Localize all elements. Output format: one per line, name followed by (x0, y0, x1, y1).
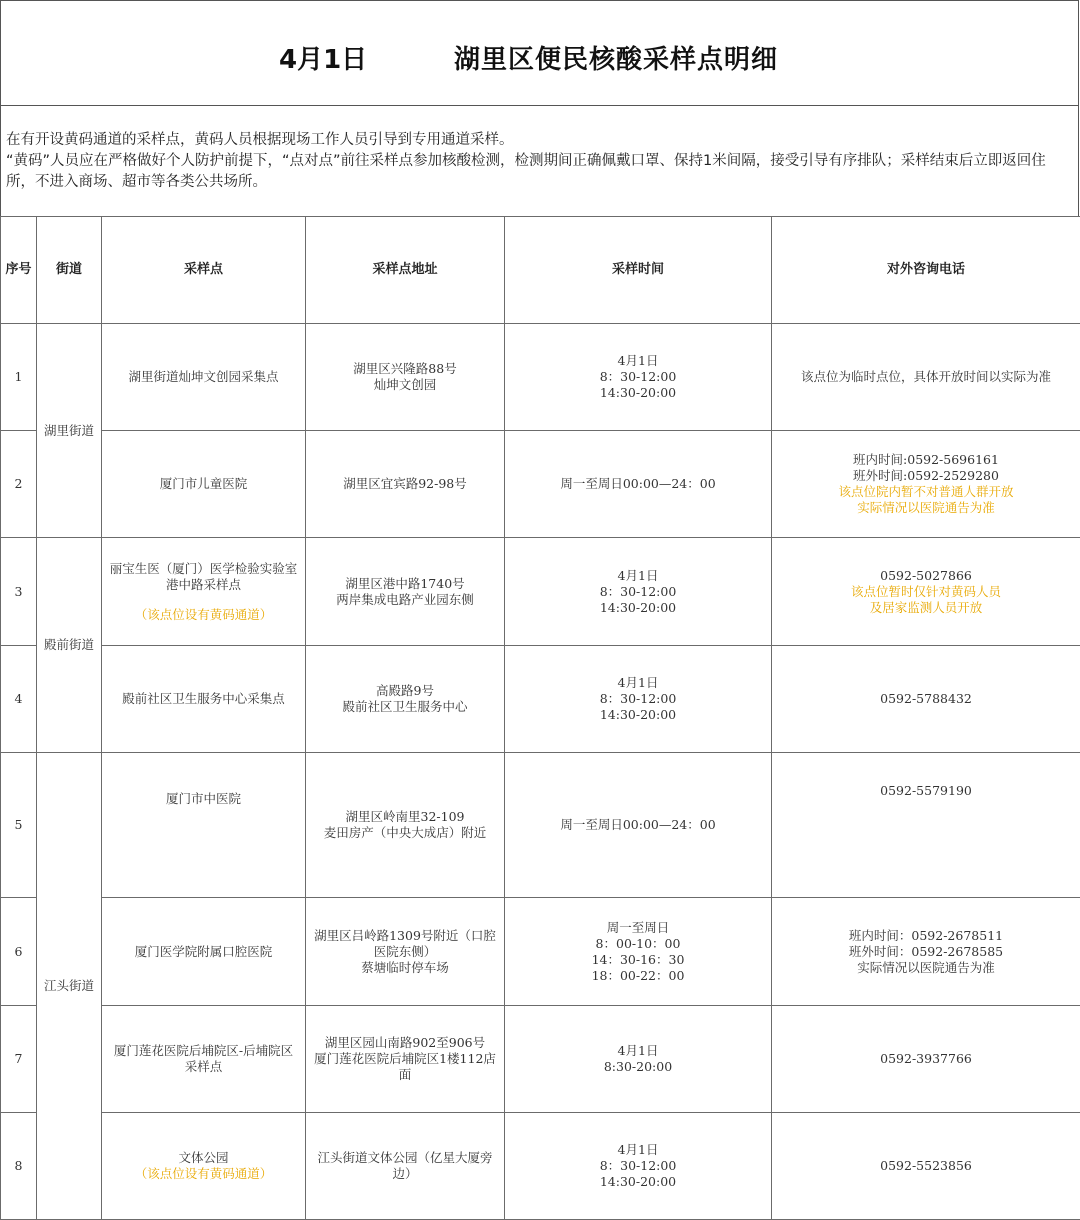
cell-seq: 5 (1, 753, 37, 898)
table-row (1, 753, 1080, 898)
phone-note-line: 及居家监测人员开放 (776, 600, 1076, 616)
table-header-row (1, 217, 1080, 324)
cell-time (505, 324, 772, 431)
site-line: 港中路采样点 (106, 577, 301, 593)
time-line: 4月1日 (509, 568, 767, 584)
address-line: 湖里区兴隆路88号 (310, 361, 500, 377)
site-line: 厦门医学院附属口腔医院 (106, 944, 301, 960)
address-line: 高殿路9号 (310, 683, 500, 699)
phone-line: 该点位为临时点位，具体开放时间以实际为准 (776, 369, 1076, 385)
cell-phone (772, 1113, 1080, 1220)
phone-line: 0592-5579190 (776, 783, 1076, 799)
table-row (1, 1113, 1080, 1220)
cell-address (306, 324, 505, 431)
time-line: 8：30-12:00 (509, 691, 767, 707)
cell-seq: 3 (1, 538, 37, 646)
address-line: 湖里区港中路1740号 (310, 576, 500, 592)
table-row (1, 431, 1080, 538)
cell-address (306, 646, 505, 753)
address-line: 麦田房产（中央大成店）附近 (310, 825, 500, 841)
phone-note-line: 该点位暂时仅针对黄码人员 (776, 584, 1076, 600)
cell-time (505, 538, 772, 646)
cell-site (102, 1113, 306, 1220)
header-seq: 序号 (1, 217, 37, 324)
site-line: 殿前社区卫生服务中心采集点 (106, 691, 301, 707)
site-line: 采样点 (106, 1059, 301, 1075)
site-line: 湖里街道灿坤文创园采集点 (106, 369, 301, 385)
cell-site (102, 646, 306, 753)
notice-line-1: 在有开设黄码通道的采样点，黄码人员根据现场工作人员引导到专用通道采样。 (6, 130, 1072, 151)
address-line: 边） (310, 1166, 500, 1182)
phone-line: 0592-3937766 (776, 1051, 1076, 1067)
time-line: 18：00-22：00 (509, 968, 767, 984)
phone-line: 0592-5523856 (776, 1158, 1076, 1174)
site-line: 厦门市儿童医院 (106, 476, 301, 492)
cell-time (505, 646, 772, 753)
spacer (106, 593, 301, 607)
address-line: 两岸集成电路产业园东侧 (310, 592, 500, 608)
phone-note-line: 该点位院内暂不对普通人群开放 (776, 484, 1076, 500)
cell-site (102, 538, 306, 646)
phone-line: 班内时间：0592-2678511 (776, 928, 1076, 944)
header-site: 采样点 (102, 217, 306, 324)
address-line: 面 (310, 1067, 500, 1083)
site-line: 丽宝生医（厦门）医学检验实验室 (106, 561, 301, 577)
address-line: 湖里区宜宾路92-98号 (310, 476, 500, 492)
phone-line: 班内时间:0592-5696161 (776, 452, 1076, 468)
yellow-code-note: （该点位设有黄码通道） (106, 1166, 301, 1182)
site-line: 厦门市中医院 (106, 791, 301, 807)
time-line: 14:30-20:00 (509, 600, 767, 616)
sampling-sites-table (0, 216, 1080, 1220)
time-line: 4月1日 (509, 1142, 767, 1158)
cell-seq: 4 (1, 646, 37, 753)
address-line: 厦门莲花医院后埔院区1楼112店 (310, 1051, 500, 1067)
cell-site (102, 324, 306, 431)
cell-address (306, 1006, 505, 1113)
cell-seq: 1 (1, 324, 37, 431)
cell-address (306, 431, 505, 538)
cell-site (102, 431, 306, 538)
cell-street-huli: 湖里街道 (37, 324, 102, 538)
title-banner (0, 0, 1079, 106)
cell-street-jiangtou: 江头街道 (37, 753, 102, 1220)
phone-note-line: 实际情况以医院通告为准 (776, 500, 1076, 516)
address-line: 湖里区岭南里32-109 (310, 809, 500, 825)
cell-time (505, 1113, 772, 1220)
cell-address (306, 1113, 505, 1220)
address-line: 江头街道文体公园（亿星大厦旁 (310, 1150, 500, 1166)
cell-seq: 8 (1, 1113, 37, 1220)
header-phone: 对外咨询电话 (772, 217, 1080, 324)
cell-seq: 7 (1, 1006, 37, 1113)
site-line: 文体公园 (106, 1150, 301, 1166)
cell-time (505, 753, 772, 898)
cell-seq: 2 (1, 431, 37, 538)
time-line: 8：30-12:00 (509, 1158, 767, 1174)
phone-line: 0592-5027866 (776, 568, 1076, 584)
cell-phone (772, 753, 1080, 898)
cell-address (306, 898, 505, 1006)
address-line: 灿坤文创园 (310, 377, 500, 393)
time-line: 14:30-20:00 (509, 1174, 767, 1190)
phone-line: 0592-5788432 (776, 691, 1076, 707)
cell-time (505, 431, 772, 538)
title-date: 4月1日 (279, 39, 367, 76)
time-line: 8:30-20:00 (509, 1059, 767, 1075)
table-row (1, 646, 1080, 753)
address-line: 蔡塘临时停车场 (310, 960, 500, 976)
time-line: 周一至周日00:00—24：00 (509, 476, 767, 492)
cell-time (505, 898, 772, 1006)
notice-line-2: “黄码”人员应在严格做好个人防护前提下，“点对点”前往采样点参加核酸检测，检测期间正确佩戴口罩、保持1米间隔，接受引导有序排队；采样结束后立即返回住所，不进入商场、超市等各类公共场所。 (6, 151, 1072, 193)
time-line: 4月1日 (509, 1043, 767, 1059)
cell-phone (772, 538, 1080, 646)
cell-site (102, 898, 306, 1006)
table-row (1, 898, 1080, 1006)
time-line: 4月1日 (509, 675, 767, 691)
cell-phone (772, 324, 1080, 431)
address-line: 殿前社区卫生服务中心 (310, 699, 500, 715)
header-street: 街道 (37, 217, 102, 324)
phone-line: 实际情况以医院通告为准 (776, 960, 1076, 976)
cell-phone (772, 646, 1080, 753)
header-address: 采样点地址 (306, 217, 505, 324)
time-line: 8：30-12:00 (509, 584, 767, 600)
phone-line: 班外时间：0592-2678585 (776, 944, 1076, 960)
yellow-code-note: （该点位设有黄码通道） (106, 607, 301, 623)
time-line: 周一至周日00:00—24：00 (509, 817, 767, 833)
cell-site (102, 753, 306, 898)
address-line: 医院东侧） (310, 944, 500, 960)
cell-address (306, 753, 505, 898)
time-line: 8：30-12:00 (509, 369, 767, 385)
header-time: 采样时间 (505, 217, 772, 324)
cell-site (102, 1006, 306, 1113)
address-line: 湖里区吕岭路1309号附近（口腔 (310, 928, 500, 944)
cell-time (505, 1006, 772, 1113)
page-title: 湖里区便民核酸采样点明细 (454, 39, 778, 76)
time-line: 8：00-10：00 (509, 936, 767, 952)
cell-phone (772, 1006, 1080, 1113)
table-row (1, 1006, 1080, 1113)
notice-box (0, 106, 1079, 216)
phone-line: 班外时间:0592-2529280 (776, 468, 1076, 484)
time-line: 14:30-20:00 (509, 707, 767, 723)
address-line: 湖里区园山南路902至906号 (310, 1035, 500, 1051)
table-row (1, 324, 1080, 431)
cell-street-dianqian: 殿前街道 (37, 538, 102, 753)
time-line: 14:30-20:00 (509, 385, 767, 401)
cell-phone (772, 431, 1080, 538)
time-line: 4月1日 (509, 353, 767, 369)
cell-phone (772, 898, 1080, 1006)
table-row (1, 538, 1080, 646)
time-line: 周一至周日 (509, 920, 767, 936)
cell-address (306, 538, 505, 646)
cell-seq: 6 (1, 898, 37, 1006)
time-line: 14：30-16：30 (509, 952, 767, 968)
site-line: 厦门莲花医院后埔院区-后埔院区 (106, 1043, 301, 1059)
